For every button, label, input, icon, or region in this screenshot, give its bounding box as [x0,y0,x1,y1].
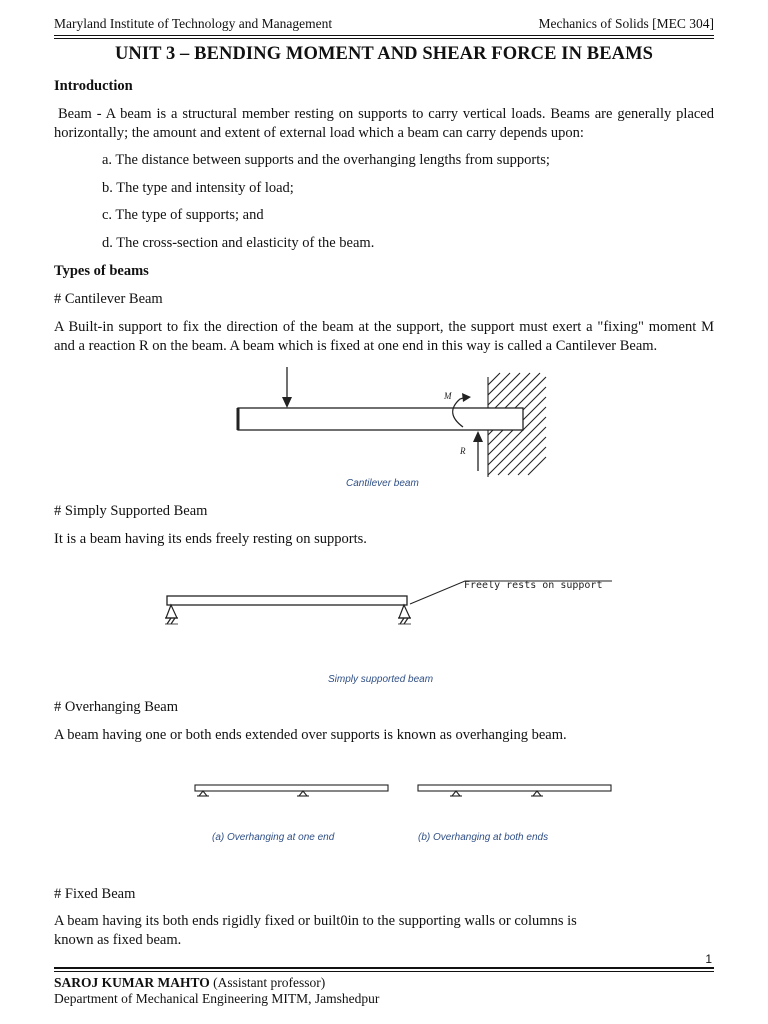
footer-author-line [54,975,325,991]
list-item: a. The distance between supports and the overhanging lengths from supports; [102,152,550,168]
overhang-one-end [195,785,388,796]
cantilever-caption: Cantilever beam [346,478,419,489]
fixed-paragraph-line2: known as fixed beam. [54,932,182,948]
header-rule [54,35,714,36]
intro-heading: Introduction [54,78,133,94]
cantilever-paragraph: A Built-in support to fix the direction of the beam at the support, the support must exert a "fixing" moment M and a reaction R on the beam. A beam which is fixed at one end in this way is called a Cantilever Beam. [54,319,714,354]
list-item: d. The cross-section and elasticity of the beam. [102,235,375,251]
cantilever-beam [238,408,523,430]
author-name: SAROJ KUMAR MAHTO [54,975,210,990]
page-title: UNIT 3 – BENDING MOMENT AND SHEAR FORCE IN BEAMS [114,44,654,64]
overhang-caption-a: (a) Overhanging at one end [212,832,335,843]
moment-label: M [444,391,452,401]
simply-heading: # Simply Supported Beam [54,503,208,519]
header-rule-double [54,38,714,39]
left-support-icon [165,605,178,624]
overhang-caption-b: (b) Overhanging at both ends [418,832,549,843]
fixed-heading: # Fixed Beam [54,886,136,902]
support-annotation: Freely rests on support [464,580,603,591]
cantilever-diagram [230,365,560,477]
simply-beam [167,596,407,605]
cantilever-heading: # Cantilever Beam [54,291,163,307]
overhang-both-ends [418,785,611,796]
page-number: 1 [705,952,712,966]
overhanging-paragraph: A beam having one or both ends extended over supports is known as overhanging beam. [54,727,567,743]
simply-supported-diagram [160,574,620,634]
footer-department: Department of Mechanical Engineering MITM, Jamshedpur [54,991,380,1006]
types-heading: Types of beams [54,263,149,279]
overhanging-heading: # Overhanging Beam [54,699,179,715]
simply-caption: Simply supported beam [328,674,434,685]
list-item: c. The type of supports; and [102,207,264,223]
intro-paragraph: Beam - A beam is a structural member resting on supports to carry vertical loads. Beams are generally placed horizontally; the amount and extent of external load which a beam can carry depends upon: [54,106,714,141]
overhanging-diagram [190,778,620,802]
footer-rule [54,967,714,969]
reaction-label: R [460,446,466,456]
author-role: (Assistant professor) [209,975,326,990]
footer-rule-double [54,971,714,972]
header-institute: Maryland Institute of Technology and Management [54,16,333,31]
right-support-icon [398,605,411,624]
fixed-paragraph-line1: A beam having its both ends rigidly fixed or built0in to the supporting walls or columns is [54,913,577,929]
simply-paragraph: It is a beam having its ends freely resting on supports. [54,531,367,547]
header-course: Mechanics of Solids [MEC 304] [538,16,714,31]
list-item: b. The type and intensity of load; [102,180,294,196]
